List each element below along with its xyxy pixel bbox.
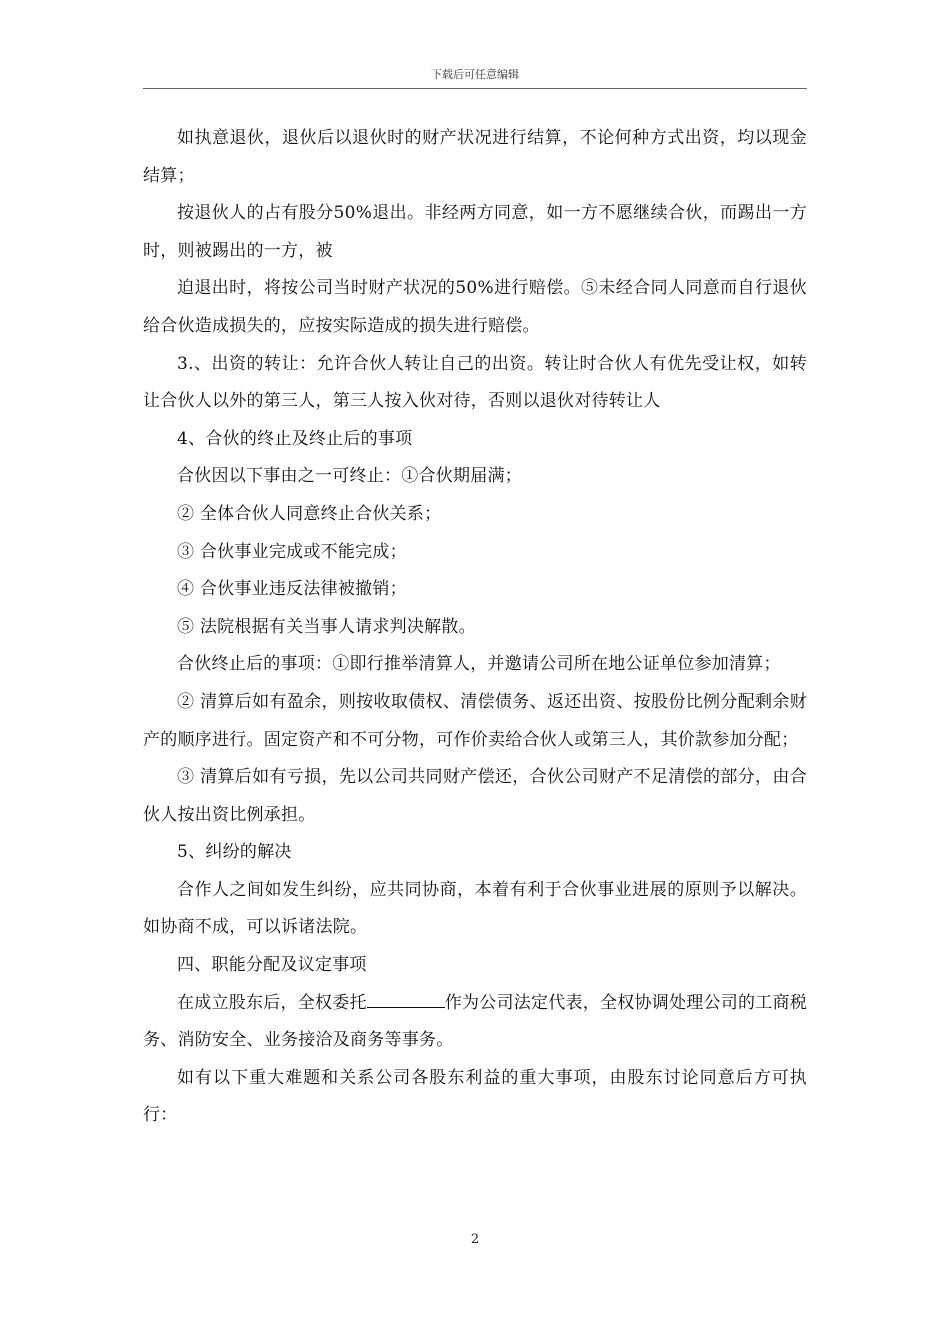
section-heading-termination: 4、合伙的终止及终止后的事项	[177, 428, 413, 449]
section-heading-duties: 四、职能分配及议定事项	[177, 955, 367, 976]
delegate-text-before: 在成立股东后，全权委托	[177, 992, 367, 1013]
representative-name-blank	[367, 991, 445, 1008]
paragraph-termination-causes: 合伙因以下事由之一可终止：①合伙期届满；	[177, 466, 522, 487]
list-item-termination-4: ④ 合伙事业违反法律被撤销；	[177, 579, 407, 600]
paragraph-legal-representative	[143, 985, 807, 1060]
paragraph-major-matters: 如有以下重大难题和关系公司各股东利益的重大事项，由股东讨论同意后方可执行：	[143, 1067, 807, 1126]
paragraph-withdrawal-share: 按退伙人的占有股分50%退出。非经两方同意，如一方不愿继续合伙，而踢出一方时，则被踢出的一方，被	[143, 203, 807, 261]
list-item-termination-2: ② 全体合伙人同意终止合伙关系；	[177, 503, 442, 524]
list-item-loss: ③ 清算后如有亏损，先以公司共同财产偿还，合伙公司财产不足清偿的部分，由合伙人按出资比例承担。	[143, 767, 807, 825]
paragraph-capital-transfer: 3.、出资的转让：允许合伙人转让自己的出资。转让时合伙人有优先受让权，如转让合伙人以外的第三人，第三人按入伙对待，否则以退伙对待转让人	[143, 353, 807, 412]
header-divider	[143, 88, 807, 89]
list-item-termination-3: ③ 合伙事业完成或不能完成；	[177, 541, 407, 562]
paragraph-withdrawal-settlement: 如执意退伙，退伙后以退伙时的财产状况进行结算，不论何种方式出资，均以现金结算；	[143, 128, 807, 186]
section-heading-disputes: 5、纠纷的解决	[177, 842, 292, 863]
page-header: 下载后可任意编辑	[431, 68, 519, 81]
paragraph-post-termination: 合伙终止后的事项：①即行推举清算人，并邀请公司所在地公证单位参加清算；	[177, 654, 781, 675]
list-item-surplus: ② 清算后如有盈余，则按收取债权、清偿债务、返还出资、按股份比例分配剩余财产的顺序进行。固定资产和不可分物，可作价卖给合伙人或第三人，其价款参加分配；	[143, 691, 807, 750]
paragraph-compensation: 迫退出时，将按公司当时财产状况的50%进行赔偿。⑤未经合同人同意而自行退伙给合伙造成损失的，应按实际造成的损失进行赔偿。	[143, 278, 807, 336]
document-body	[143, 120, 807, 1135]
page-number: 2	[470, 1232, 480, 1247]
paragraph-dispute-resolution: 合作人之间如发生纠纷，应共同协商，本着有利于合伙事业进展的原则予以解决。如协商不成，可以诉诸法院。	[143, 879, 807, 938]
delegate-text-after: 作为公司法定代表，全权协调处理公司的工商税务、消防安全、业务接洽及商务等事务。	[143, 992, 807, 1051]
list-item-termination-5: ⑤ 法院根据有关当事人请求判决解散。	[177, 616, 476, 637]
